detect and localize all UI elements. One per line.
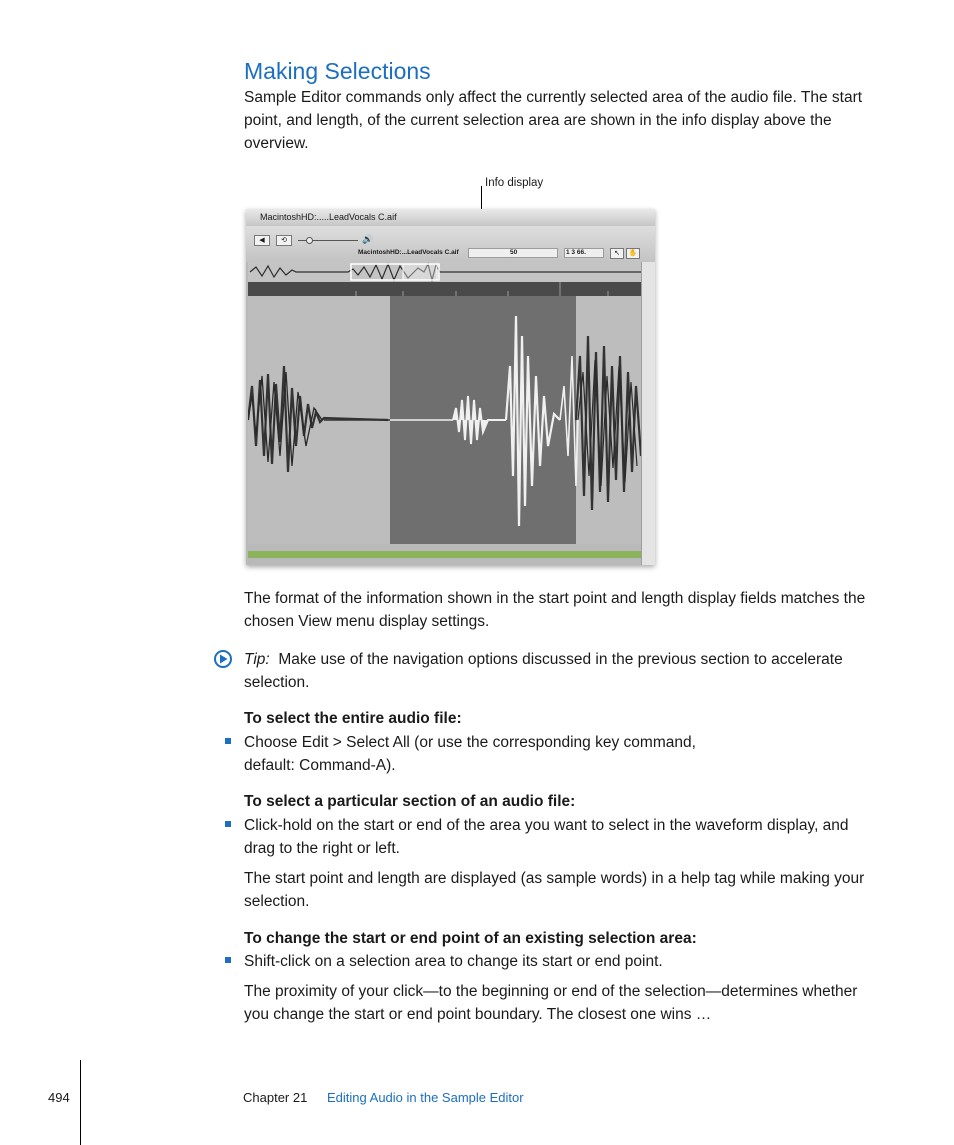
play-back-button[interactable]: ◀: [254, 235, 270, 246]
bullet-shift-click: Shift-click on a selection area to change its start or end point.: [244, 953, 663, 970]
bullet-marker: [225, 738, 231, 744]
length-value: 1 3 66.: [566, 249, 586, 256]
intro-paragraph: Sample Editor commands only affect the currently selected area of the audio file. The start point, and length, of the current selection area are shown in the info display above the overview.: [244, 89, 863, 152]
proximity-note: The proximity of your click—to the beginning or end of the selection—determines whether you change the start or end point boundary. The closest one wins …: [244, 983, 858, 1023]
pointer-tool-icon[interactable]: ↖: [610, 248, 624, 259]
vertical-scrollbar[interactable]: [641, 262, 655, 565]
tip-label: Tip:: [244, 651, 270, 668]
sample-editor-screenshot: [246, 209, 655, 565]
time-ruler[interactable]: [248, 282, 641, 296]
page-number: 494: [48, 1090, 70, 1105]
tip-paragraph: [244, 648, 876, 694]
bullet-select-all: Choose Edit > Select All (or use the corresponding key command, default: Command-A).: [244, 734, 696, 774]
page-title: Making Selections: [244, 58, 431, 84]
bullet-marker: [225, 821, 231, 827]
waveform-display[interactable]: [248, 296, 641, 544]
footer-chapter: Chapter 21: [243, 1090, 308, 1105]
loop-button[interactable]: ⟲: [276, 235, 292, 246]
section-heading-change-point: To change the start or end point of an existing selection area:: [244, 930, 697, 947]
volume-slider-knob[interactable]: [306, 237, 313, 244]
speaker-icon: 🔊: [362, 234, 374, 244]
hand-tool-icon[interactable]: ✋: [626, 248, 640, 259]
help-tag-note: The start point and length are displayed (as sample words) in a help tag while making your selection.: [244, 870, 865, 910]
waveform-overview[interactable]: [248, 262, 641, 282]
tip-text: Make use of the navigation options discussed in the previous section to accelerate selection.: [244, 651, 843, 691]
tip-arrow-icon: [214, 650, 232, 668]
footer-chapter-title: Editing Audio in the Sample Editor: [327, 1090, 524, 1105]
info-file-name: MacintoshHD:...LeadVocals C.aif: [358, 249, 459, 256]
region-bar: [248, 551, 641, 558]
footer-rule: [80, 1060, 81, 1145]
info-display: [358, 247, 642, 259]
format-paragraph: The format of the information shown in the start point and length display fields matches the chosen View menu display settings.: [244, 590, 866, 630]
window-title: MacintoshHD:.....LeadVocals C.aif: [246, 209, 655, 226]
bullet-marker: [225, 957, 231, 963]
section-heading-select-section: To select a particular section of an audio file:: [244, 793, 576, 810]
bullet-click-hold: Click-hold on the start or end of the area you want to select in the waveform display, and drag to the right or left.: [244, 817, 849, 857]
section-heading-select-all: To select the entire audio file:: [244, 710, 462, 727]
sample-editor-toolbar: [246, 226, 655, 262]
info-display-callout: Info display: [485, 177, 544, 189]
start-point-value: 50: [510, 249, 518, 256]
